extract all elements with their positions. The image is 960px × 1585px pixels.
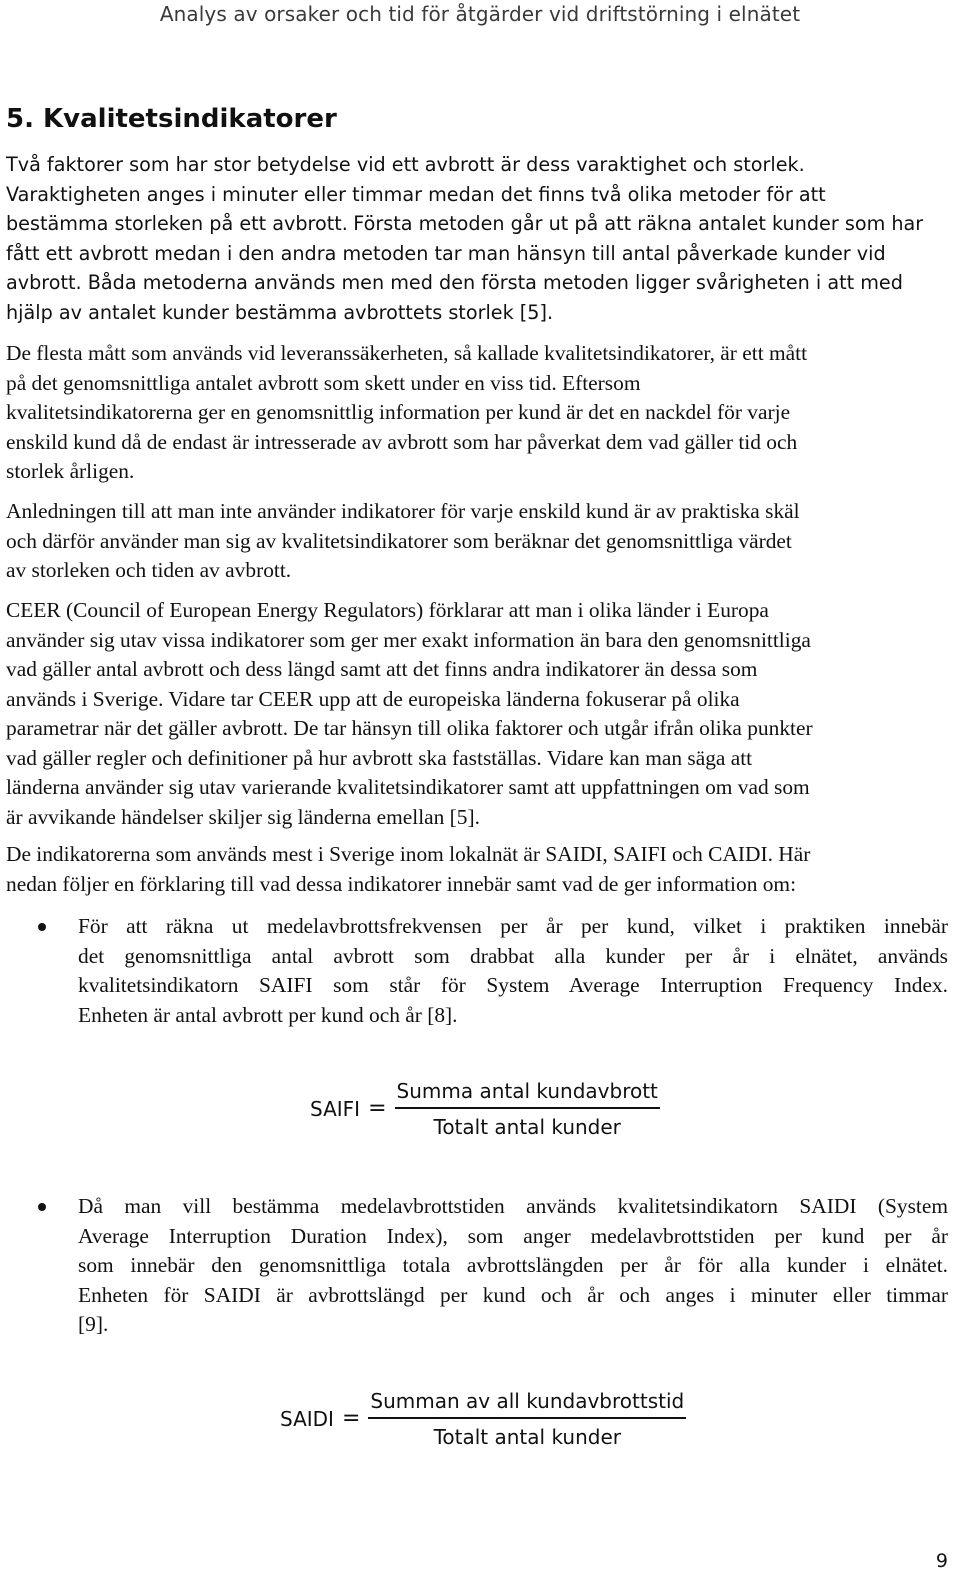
paragraph-line: parametrar när det gäller avbrott. De tar hänsyn till olika faktorer och utgår ifrån olika punkter bbox=[6, 716, 813, 740]
running-header: Analys av orsaker och tid för åtgärder vid driftstörning i elnätet bbox=[159, 2, 801, 26]
paragraph-line: är avvikande händelser skiljer sig länderna emellan [5]. bbox=[6, 804, 480, 829]
bullet-line: Då man vill bestämma medelavbrottstiden används kvalitetsindikatorn SAIDI (System bbox=[78, 1194, 948, 1218]
paragraph-line: CEER (Council of European Energy Regulators) förklarar att man i olika länder i Europa bbox=[6, 598, 769, 622]
paragraph-line: hjälp av antalet kunder bestämma avbrottets storlek [5]. bbox=[6, 300, 554, 324]
paragraph-line: av storleken och tiden av avbrott. bbox=[6, 558, 292, 582]
formula-denominator: Totalt antal kunder bbox=[433, 1424, 621, 1449]
paragraph-line: vad gäller antal avbrott och dess längd samt att det finns andra indikatorer än dessa som bbox=[6, 657, 758, 681]
bullet-line: Average Interruption Duration Index), som anger medelavbrottstiden per kund per år bbox=[78, 1223, 948, 1248]
paragraph-line-start: bestämma storleken på ett avbrott. bbox=[6, 212, 348, 235]
bullet-icon bbox=[38, 923, 46, 931]
saifi-formula bbox=[310, 1079, 660, 1139]
paragraph-4 bbox=[6, 596, 954, 832]
paragraph-line-tail: Första metoden går ut på att räkna antalet kunder som har bbox=[353, 212, 924, 235]
bullet-icon bbox=[38, 1203, 46, 1211]
paragraph-line: avbrott. Båda metoderna används men med den första metoden ligger svårigheten i att med bbox=[6, 271, 903, 294]
paragraph-line: länderna använder sig utav varierande kvalitetsindikatorer samt att uppfattningen om vad som bbox=[6, 775, 810, 799]
formula-lhs: SAIDI bbox=[280, 1406, 334, 1431]
formula-denominator: Totalt antal kunder bbox=[433, 1114, 621, 1139]
formula-numerator: Summan av all kundavbrottstid bbox=[370, 1389, 685, 1413]
formula-equals: = bbox=[368, 1096, 387, 1122]
bullet-line: För att räkna ut medelavbrottsfrekvensen per år per kund, vilket i praktiken innebär bbox=[78, 914, 948, 938]
paragraph-line: Två faktorer som har stor betydelse vid ett avbrott är dess varaktighet och storlek. bbox=[6, 153, 805, 176]
paragraph-line: enskild kund då de endast är intresserade av avbrott som har påverkat dem vad gäller tid och bbox=[6, 429, 798, 454]
bullet-line: Enheten är antal avbrott per kund och år [8]. bbox=[78, 1002, 458, 1027]
paragraph-line: vad gäller regler och definitioner på hur avbrott ska fastställas. Vidare kan man säga att bbox=[6, 745, 753, 770]
paragraph-1 bbox=[6, 150, 954, 327]
paragraph-line: Anledningen till att man inte använder indikatorer för varje enskild kund är av praktiska skäl bbox=[6, 499, 800, 523]
bullet-line: kvalitetsindikatorn SAIFI som står för System Average Interruption Frequency Index. bbox=[78, 973, 948, 997]
bullet-line: [9]. bbox=[78, 1312, 109, 1336]
saidi-formula bbox=[280, 1389, 686, 1449]
formula-numerator: Summa antal kundavbrott bbox=[396, 1079, 658, 1103]
bullet-line: det genomsnittliga antal avbrott som drabbat alla kunder per år i elnätet, används bbox=[78, 943, 948, 968]
paragraph-5 bbox=[6, 840, 954, 899]
page-number: 9 bbox=[935, 1550, 948, 1572]
paragraph-line: på det genomsnittliga antalet avbrott som skett under en viss tid. Eftersom bbox=[6, 370, 641, 395]
section-heading: 5. Kvalitetsindikatorer bbox=[6, 104, 337, 134]
bullet-text bbox=[78, 1192, 948, 1340]
paragraph-line: används i Sverige. Vidare tar CEER upp att de europeiska länderna fokuserar på olika bbox=[6, 686, 740, 711]
paragraph-line: använder sig utav vissa indikatorer som ger mer exakt information än bara den genomsnittliga bbox=[6, 627, 811, 652]
paragraph-line: och därför använder man sig av kvalitetsindikatorer som beräknar det genomsnittliga värdet bbox=[6, 528, 792, 553]
formula-lhs: SAIFI bbox=[310, 1096, 361, 1121]
paragraph-line: storlek årligen. bbox=[6, 459, 135, 483]
paragraph-line: De indikatorerna som används mest i Sverige inom lokalnät är SAIDI, SAIFI och CAIDI. Här bbox=[6, 842, 811, 866]
paragraph-line: Varaktigheten anges i minuter eller timmar medan det finns två olika metoder för att bbox=[6, 182, 826, 206]
paragraph-line bbox=[6, 209, 954, 239]
paragraph-2 bbox=[6, 339, 954, 487]
bullet-line: Enheten för SAIDI är avbrottslängd per kund och år och anges i minuter eller timmar bbox=[78, 1282, 948, 1307]
paragraph-line: nedan följer en förklaring till vad dessa indikatorer innebär samt vad de ger information om: bbox=[6, 871, 797, 896]
formula-equals: = bbox=[341, 1406, 361, 1432]
bullet-text bbox=[78, 912, 948, 1030]
paragraph-line: fått ett avbrott medan i den andra metoden tar man hänsyn till antal påverkade kunder vid bbox=[6, 241, 886, 265]
paragraph-line: De flesta mått som används vid leveranssäkerheten, så kallade kvalitetsindikatorer, är ett mått bbox=[6, 341, 808, 365]
paragraph-line: kvalitetsindikatorerna ger en genomsnittlig information per kund är det en nackdel för varje bbox=[6, 400, 791, 424]
formula-fraction bbox=[395, 1079, 660, 1139]
formula-fraction bbox=[368, 1389, 686, 1449]
bullet-line: som innebär den genomsnittliga totala avbrottslängden per år för alla kunder i elnätet. bbox=[78, 1253, 948, 1277]
paragraph-3 bbox=[6, 497, 954, 586]
